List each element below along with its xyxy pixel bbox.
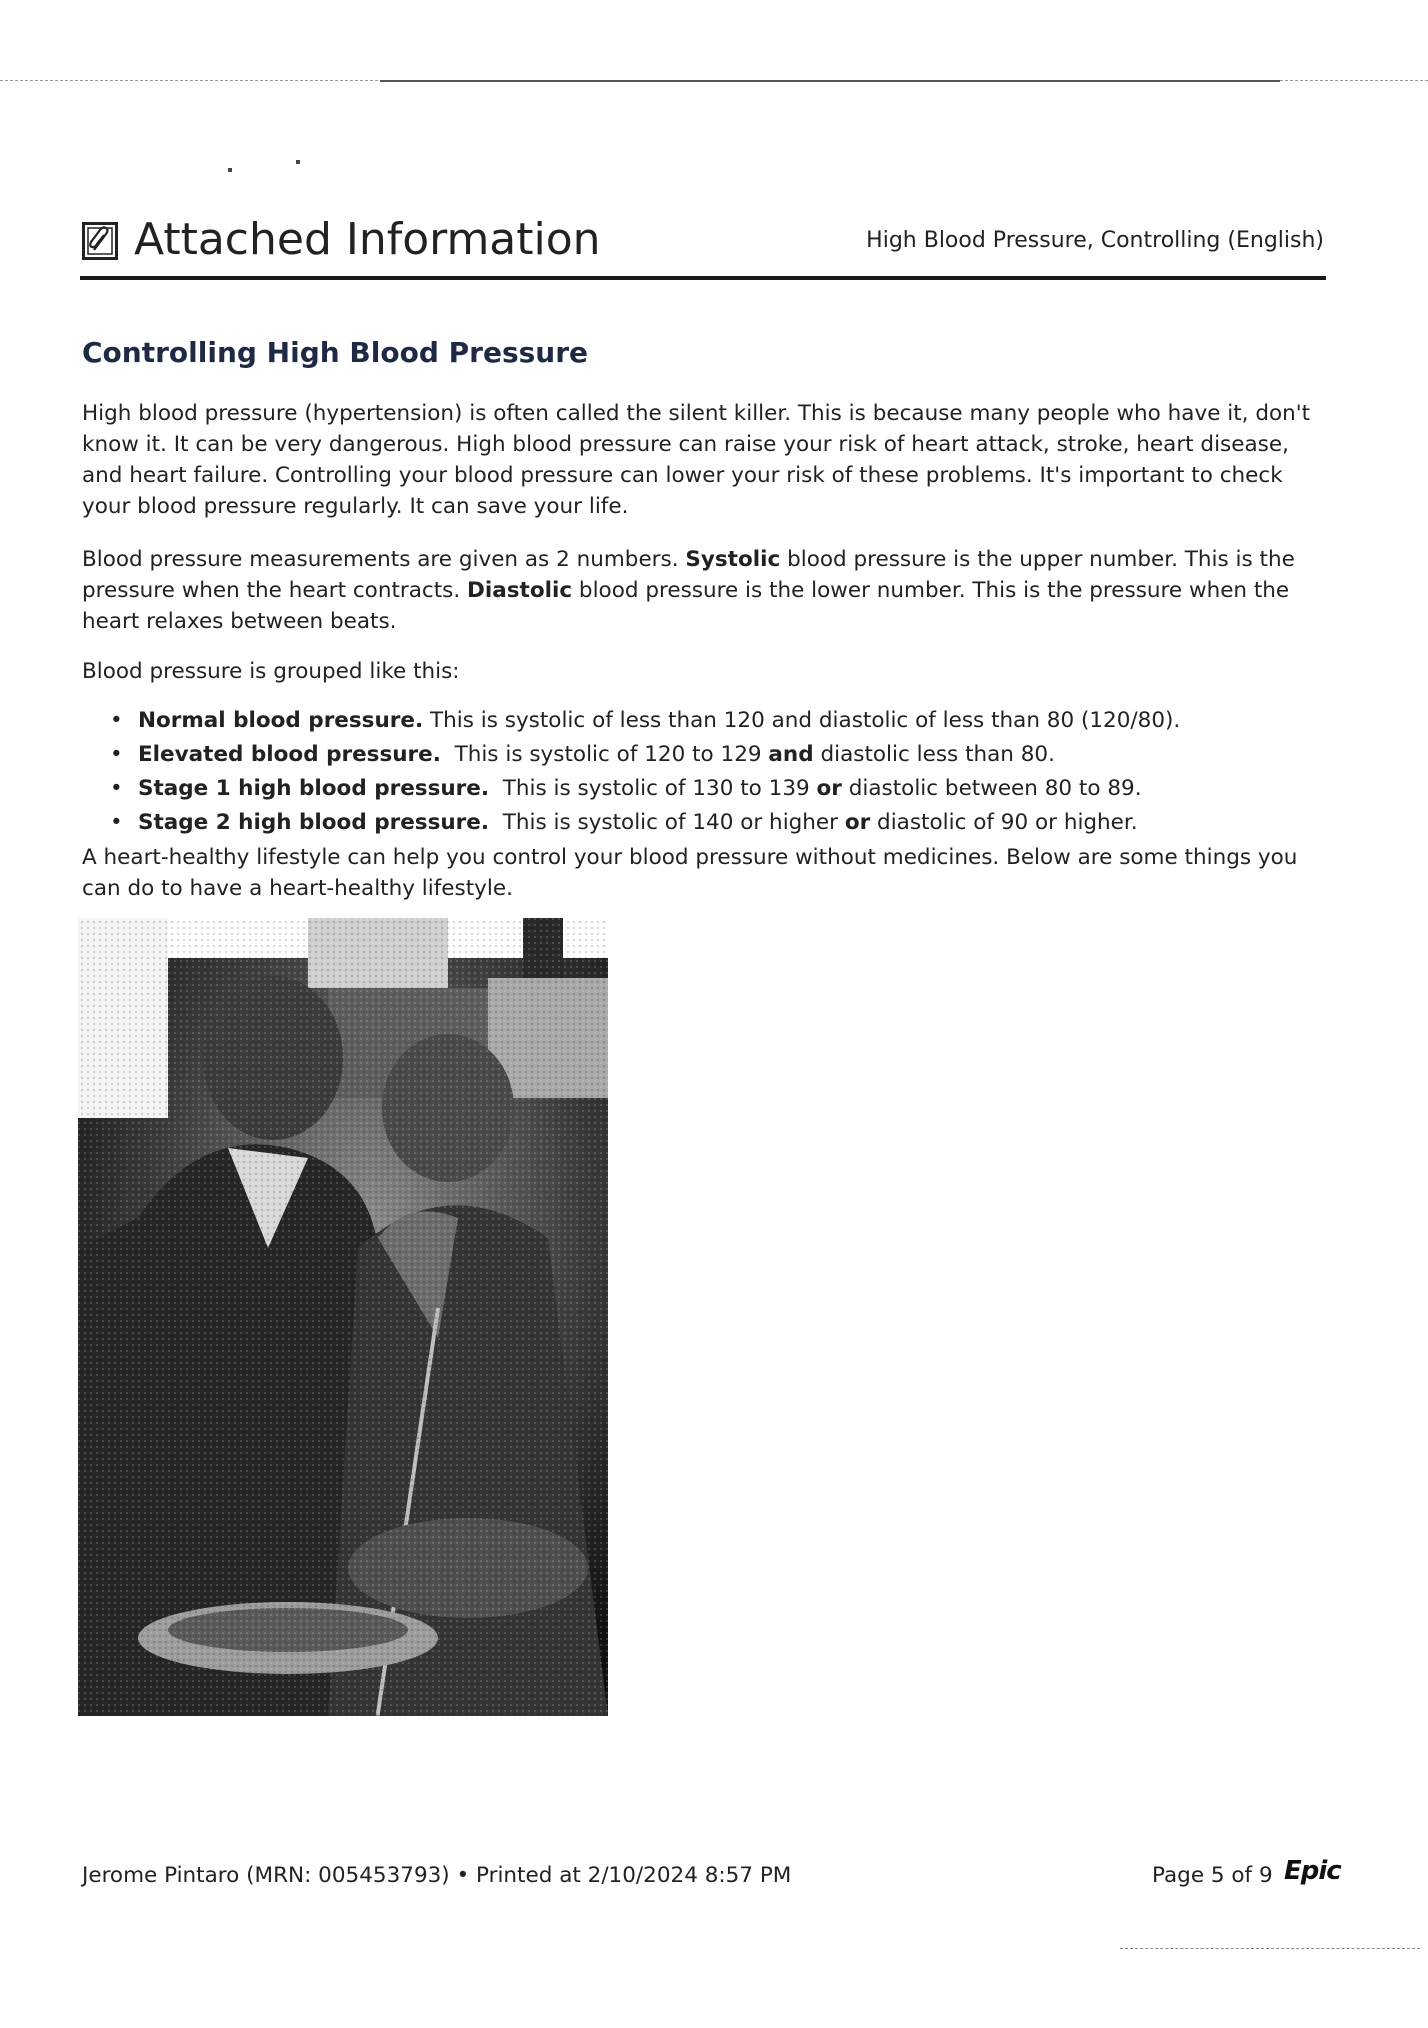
category-text: diastolic less than 80. [813, 742, 1055, 767]
patient-print-info: Jerome Pintaro (MRN: 005453793) • Printed at 2/10/2024 8:57 PM [82, 1863, 792, 1888]
conjunction: and [768, 742, 814, 767]
scan-speck [296, 160, 300, 164]
conjunction: or [816, 776, 842, 801]
systolic-term: Systolic [685, 547, 781, 572]
list-item: • Stage 2 high blood pressure. This is systolic of 140 or higher or diastolic of 90 or higher. [110, 810, 1138, 835]
text-run: blood pressure is the upper number. This is the pressure when the heart contracts. [82, 547, 1295, 603]
bp-category-list [110, 704, 1310, 840]
intro-paragraph: High blood pressure (hypertension) is often called the silent killer. This is because many people who have it, don't know it. It can be very dangerous. High blood pressure can raise your risk of heart attack, stroke, heart disease, and heart failure. Controlling your blood pressure can lower your risk of these problems. It's important to check your blood pressure regularly. It can save your life. [82, 401, 1311, 519]
document-subtitle: High Blood Pressure, Controlling (English) [866, 228, 1324, 253]
article-heading: Controlling High Blood Pressure [82, 336, 589, 369]
list-item: • Stage 1 high blood pressure. This is systolic of 130 to 139 or diastolic between 80 to 89. [110, 776, 1142, 801]
category-text: This is systolic of less than 120 and diastolic of less than 80 (120/80). [423, 708, 1181, 733]
category-text: diastolic between 80 to 89. [841, 776, 1142, 801]
category-text: diastolic of 90 or higher. [870, 810, 1138, 835]
grouping-intro: Blood pressure is grouped like this: [82, 659, 460, 684]
text-run: Blood pressure measurements are given as 2 numbers. [82, 547, 686, 572]
scan-edge-line [380, 80, 1280, 82]
category-text: This is systolic of 130 to 139 [489, 776, 817, 801]
scan-speck [228, 168, 232, 172]
text-run: blood pressure is the lower number. This is the pressure when the heart relaxes between beats. [82, 578, 1290, 634]
diastolic-term: Diastolic [467, 578, 573, 603]
measurement-paragraph [82, 544, 1328, 637]
category-label: Stage 1 high blood pressure. [138, 776, 490, 801]
category-text: This is systolic of 140 or higher [489, 810, 845, 835]
lifestyle-paragraph: A heart-healthy lifestyle can help you control your blood pressure without medicines. Below are some things you can do to have a heart-healthy lifestyle. [82, 845, 1298, 901]
category-text: This is systolic of 120 to 129 [440, 742, 769, 767]
page-number: Page 5 of 9 [1152, 1863, 1273, 1888]
category-label: Stage 2 high blood pressure. [138, 810, 490, 835]
conjunction: or [844, 810, 871, 835]
page-title: Attached Information [134, 214, 601, 265]
couple-cooking-photo [78, 918, 608, 1716]
header-divider [80, 276, 1326, 280]
list-item: • Normal blood pressure. This is systolic of less than 120 and diastolic of less than 80 (120/80). [110, 708, 1181, 733]
epic-logo: Epic [1284, 1856, 1341, 1886]
list-item: • Elevated blood pressure. This is systolic of 120 to 129 and diastolic less than 80. [110, 742, 1055, 767]
category-label: Normal blood pressure. [138, 708, 424, 733]
category-label: Elevated blood pressure. [138, 742, 441, 767]
attachment-icon [82, 222, 118, 260]
scan-edge-bottom [1120, 1948, 1420, 1949]
